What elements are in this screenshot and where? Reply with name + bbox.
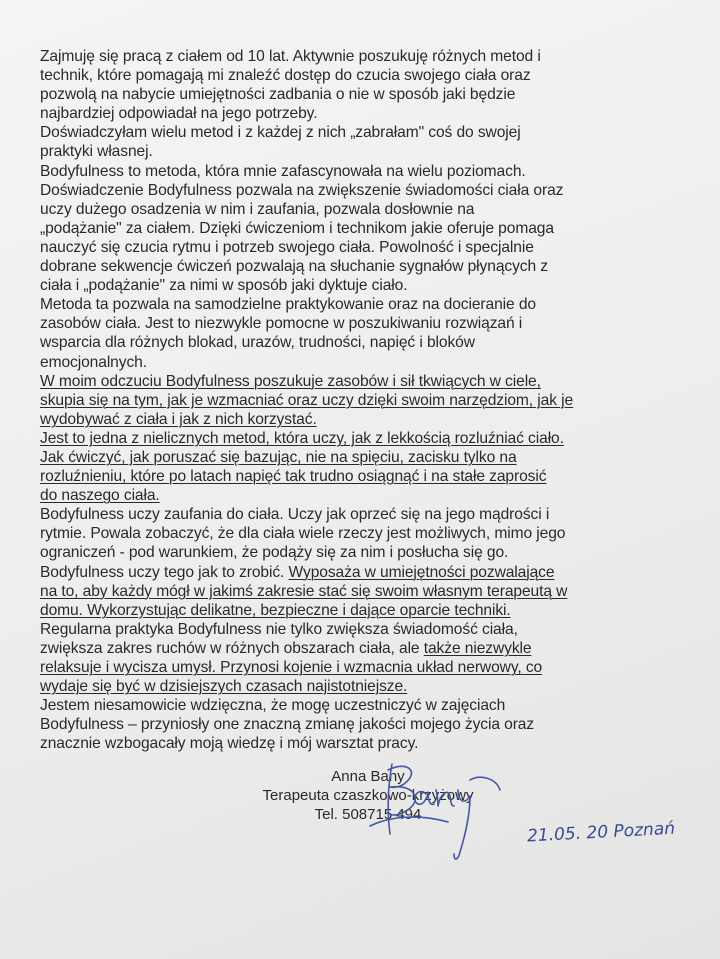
text-line [40,448,680,467]
text-line [40,639,680,658]
text-line [40,658,680,677]
text-line [40,162,680,181]
text-line [40,696,680,715]
letter-paragraph [40,563,680,620]
text-segment: Bodyfulness uczy zaufania do ciała. Uczy jak oprzeć się na jego mądrości i [40,506,550,524]
text-line [40,715,680,734]
underlined-text: relaksuje i wycisza umysł. Przynosi kojenie i wzmacnia układ nerwowy, co [40,659,543,676]
author-title: Terapeuta czaszkowo-krzyżowy [262,787,474,804]
underlined-text: do naszego ciała. [40,487,160,505]
text-segment: nauczyć się czucia rytmu i potrzeb swojego ciała. Powolność i specjalnie [40,238,534,256]
text-line [40,543,680,562]
underlined-text: Jest to jedna z nielicznych metod, która uczy, jak z lekkością rozluźniać ciało. [40,429,564,447]
text-line [40,181,680,200]
letter-paragraph [40,372,680,429]
text-segment: najbardziej odpowiadał na jego potrzeby. [40,105,318,123]
text-line [40,429,680,448]
handwritten-signature [330,756,520,866]
text-segment: rytmie. Powala zobaczyć, że dla ciała wiele rzeczy jest możliwych, mimo jego [40,525,566,543]
text-segment: Jestem niesamowicie wdzięczna, że mogę uczestniczyć w zajęciach [40,697,506,715]
text-line [40,85,680,104]
text-line [40,524,680,543]
letter-paragraph [40,295,680,371]
underlined-text: Jak ćwiczyć, jak poruszać się bazując, nie na spięciu, zacisku tylko na [40,448,517,466]
text-line [40,620,680,639]
text-segment: zasobów ciała. Jest to niezwykle pomocne w poszukiwaniu rozwiązań i [40,315,523,333]
text-line [40,219,680,238]
underlined-text: domu. Wykorzystując delikatne, bezpieczne i dające oparcie techniki. [40,601,511,619]
text-line [40,238,680,257]
text-segment: znacznie wzbogacały moją wiedzę i mój warsztat pracy. [40,735,419,753]
letter-paragraph [40,505,680,562]
text-line [40,486,680,505]
text-line [40,333,680,352]
text-line [40,123,680,142]
text-segment: Zajmuję się pracą z ciałem od 10 lat. Aktywnie poszukuję różnych metod i [40,48,541,65]
text-segment: Regularna praktyka Bodyfulness nie tylko zwiększa świadomość ciała, [40,620,518,638]
letter-paragraph [40,620,680,696]
letter-paragraph [40,162,680,296]
text-segment: ograniczeń - pod warunkiem, że podąży się za nim i posłucha się go. [40,544,509,562]
author-phone: Tel. 508715 494 [314,806,422,823]
text-segment: pozwolą na nabycie umiejętności zadbania o nie w sposób jaki będzie [40,86,516,104]
text-segment: praktyki własnej. [40,143,153,161]
text-segment: Doświadczyłam wielu metod i z każdej z nich „zabrałam" coś do swojej [40,124,521,142]
text-line [40,142,680,161]
letter-paragraph [40,696,680,753]
text-line [40,601,680,620]
underlined-text: także niezwykle [423,639,532,657]
text-segment: Bodyfulness to metoda, która mnie zafascynowała na wielu poziomach. [40,162,526,180]
text-line [40,372,680,391]
text-line [40,734,680,753]
text-line [40,276,680,295]
text-segment: technik, które pomagają mi znaleźć dostęp do czucia swojego ciała oraz [40,67,531,85]
text-segment: ciała i „podążanie" za nimi w sposób jaki dyktuje ciało. [40,277,408,295]
letter-body [40,47,680,753]
text-segment: Metoda ta pozwala na samodzielne praktykowanie oraz na docieranie do [40,296,536,314]
handwritten-date: 21.05. 20 Poznań [526,818,676,847]
text-segment: Bodyfulness uczy tego jak to zrobić. [40,563,289,581]
text-line [40,582,680,601]
underlined-text: wydobywać z ciała i jak z nich korzystać. [40,410,317,428]
text-line [40,295,680,314]
text-line [40,391,680,410]
underlined-text: skupia się na tym, jak je wzmacniać oraz uczy dzięki swoim narzędziom, jak je [40,391,574,409]
underlined-text: Wyposaża w umiejętności pozwalające [288,563,555,581]
text-segment: Doświadczenie Bodyfulness pozwala na zwiększenie świadomości ciała oraz [40,181,564,199]
underlined-text: na to, aby każdy mógł w jakimś zakresie stać się swoim własnym terapeutą w [40,582,568,600]
text-line [40,314,680,333]
text-segment: Bodyfulness – przyniosły one znaczną zmianę jakości mojego życia oraz [40,716,535,734]
text-line [40,47,680,66]
letter-paragraph [40,429,680,505]
text-line [40,66,680,85]
text-line [40,257,680,276]
text-segment: uczy dużego osadzenia w nim i zaufania, pozwala dosłownie na [40,200,475,218]
text-line [40,677,680,696]
text-line [40,505,680,524]
underlined-text: wydaje się być w dzisiejszych czasach najistotniejsze. [40,678,408,696]
text-line [40,353,680,372]
text-line [40,410,680,429]
text-line [40,467,680,486]
text-segment: dobrane sekwencje ćwiczeń pozwalają na słuchanie sygnałów płynących z [40,258,548,276]
text-segment: wsparcia dla różnych blokad, urazów, trudności, napięć i bloków [40,334,475,352]
letter-paragraph [40,47,680,123]
letter-paragraph [40,123,680,161]
text-line [40,200,680,219]
text-line [40,563,680,582]
underlined-text: W moim odczuciu Bodyfulness poszukuje zasobów i sił tkwiących w ciele, [40,372,541,390]
text-segment: „podążanie" za ciałem. Dzięki ćwiczeniom i technikom jakie oferuje pomaga [40,219,554,237]
underlined-text: rozluźnieniu, które po latach napięć tak trudno osiągnąć i na stałe zaprosić [40,468,547,486]
text-segment: emocjonalnych. [40,353,147,371]
author-name: Anna Bany [331,768,405,785]
text-line [40,104,680,123]
text-segment: zwiększa zakres ruchów w różnych obszarach ciała, ale [40,639,424,657]
